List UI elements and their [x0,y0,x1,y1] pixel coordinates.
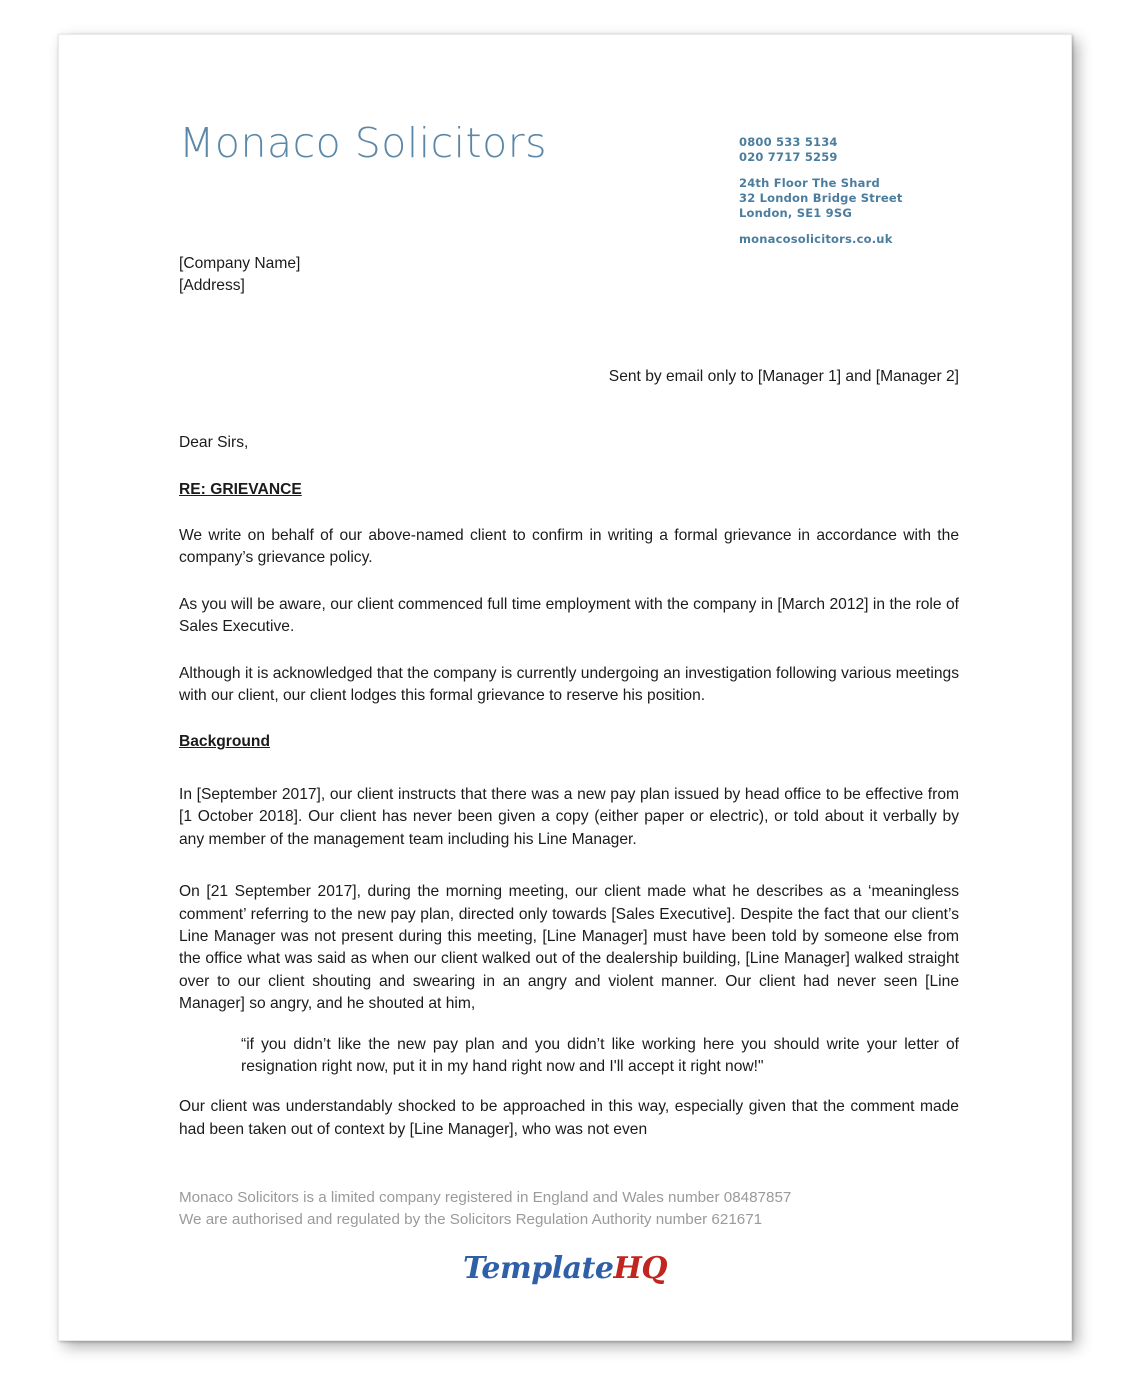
spacer [179,851,959,881]
spacer [179,639,959,663]
document-content [59,35,1071,1340]
spacer [179,570,959,594]
spacer [179,342,959,366]
recipient-address: [Address] [179,277,245,295]
company-logo-text: Monaco Solicitors [179,119,547,167]
address-line-3: London, SE1 9SG [739,206,852,220]
spacer [179,501,959,525]
spacer [179,754,959,784]
letterhead-contact-block [739,135,969,247]
document-page [58,34,1072,1341]
postal-address-group [739,176,969,221]
footer-line-2: We are authorised and regulated by the Solicitors Regulation Authority number 621671 [179,1211,763,1228]
watermark-part-2: HQ [613,1251,667,1286]
address-line-1: 24th Floor The Shard [739,176,880,190]
quoted-statement: “if you didn’t like the new pay plan and you didn’t like working here you should write your letter of resignation right now, put it in my hand right now and I'll accept it right now!" [241,1035,959,1075]
address-line-2: 32 London Bridge Street [739,191,903,205]
paragraph-5: On [21 September 2017], during the morning meeting, our client made what he describes as a ‘meaningless comment’ referring to the new pay plan, directed only towards [Sales Executive]. Despite the fact that our client’s Line Manager was not present during this meeting, [Line Manager] must have been told by someone else from the office what was said as when our client walked out of the dealership building, [Line Manager] walked straight over to our client shouting and swearing in an angry and violent manner. Our client had never seen [Line Manager] so angry, and he shouted at him, [179,883,959,1013]
watermark-part-1: Template [463,1251,614,1286]
website-url: monacosolicitors.co.uk [739,232,893,246]
spacer [179,1078,959,1096]
background-heading: Background [179,733,270,751]
sent-by-line: Sent by email only to [Manager 1] and [Manager 2] [608,367,959,385]
subject-heading: RE: GRIEVANCE [179,480,302,498]
spacer [179,455,959,479]
phone-group [739,135,969,165]
phone-number-freephone: 0800 533 5134 [739,135,838,149]
salutation: Dear Sirs, [179,434,249,452]
phone-number-london: 020 7717 5259 [739,150,838,164]
spacer [179,298,959,342]
paragraph-3: Although it is acknowledged that the company is currently undergoing an investigation following various meetings with our client, our client lodges this formal grievance to reserve his position. [179,664,959,705]
spacer [179,388,959,432]
paragraph-2: As you will be aware, our client commenced full time employment with the company in [March 2012] in the role of Sales Executive. [179,595,959,636]
paragraph-1: We write on behalf of our above-named client to confirm in writing a formal grievance in accordance with the company’s grievance policy. [179,527,959,567]
paragraph-6: Our client was understandably shocked to be approached in this way, especially given that the comment made had been taken out of context by [Line Manager], who was not even [179,1098,959,1138]
templatehq-watermark [59,1251,1071,1286]
letter-body [179,253,959,1141]
page-footer [179,1187,969,1231]
website-group [739,232,969,247]
spacer [179,1016,959,1034]
paragraph-4: In [September 2017], our client instructs that there was a new pay plan issued by head office to be effective from [1 October 2018]. Our client has never been given a copy (either paper or electric), or told about it verbally by any member of the management team including his Line Manager. [179,785,959,848]
recipient-company: [Company Name] [179,255,301,272]
footer-line-1: Monaco Solicitors is a limited company registered in England and Wales number 08487857 [179,1189,792,1206]
letterhead [179,97,969,246]
spacer [179,707,959,731]
